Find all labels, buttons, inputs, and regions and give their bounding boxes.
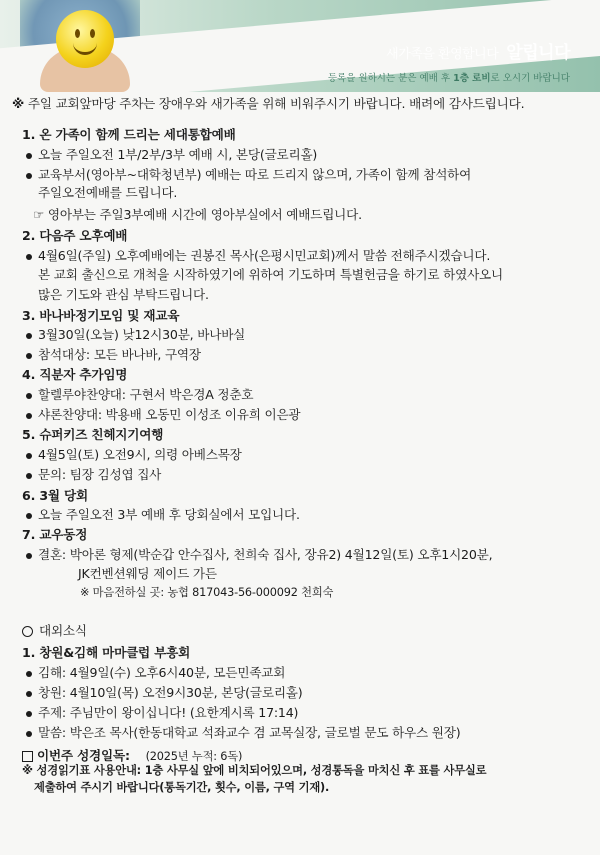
smiley-icon <box>56 10 114 68</box>
list-item: 오늘 주일오전 1부/2부/3부 예배 시, 본당(글로리홀) <box>26 144 317 163</box>
subnote-pre: 등록을 원하시는 분은 예배 후 <box>327 73 454 84</box>
list-item-cont: 주일오전예배를 드립니다. <box>38 185 178 200</box>
list-item: 3월30일(오늘) 낮12시30분, 바나바실 <box>26 324 245 343</box>
section-1-title: 1. 온 가족이 함께 드리는 세대통합예배 <box>22 127 236 142</box>
list-item-cont: 본 교회 출신으로 개척을 시작하였기에 위하여 기도하며 특별헌금을 하기로 하였사오니 <box>38 267 503 282</box>
list-item-cont: 많은 기도와 관심 부탁드립니다. <box>38 287 209 302</box>
subnote-post: 로 오시기 바랍니다 <box>490 73 570 84</box>
list-item-cont: JK컨벤션웨딩 제이드 가든 <box>78 566 217 581</box>
section-5-title: 5. 슈퍼키즈 친헤지기여행 <box>22 427 164 442</box>
external-news-label: 대외소식 <box>22 620 87 639</box>
section-7-title: 7. 교우동정 <box>22 527 88 542</box>
list-item: 참석대상: 모든 바나바, 구역장 <box>26 344 201 363</box>
list-item: 4월5일(토) 오전9시, 의령 아베스목장 <box>26 444 242 463</box>
header-banner <box>0 0 600 92</box>
list-item: 할렐루야찬양대: 구현서 박은경A 정춘호 <box>26 384 253 403</box>
page-title: 알립니다 <box>506 43 570 63</box>
bible-note-2: 제출하여 주시기 바랍니다(통독기간, 횟수, 이름, 구역 기재). <box>34 781 330 794</box>
list-item: 결혼: 박아론 형제(박순갑 안수집사, 천희숙 집사, 장유2) 4월12일(토) 오후1시20분, <box>26 544 492 563</box>
note-text: 주일 교회앞마당 주차는 장애우와 새가족을 위해 비워주시기 바랍니다. 배려에 감사드립니다. <box>27 96 525 111</box>
list-item: 샤론찬양대: 박용배 오동민 이성조 이유희 이은광 <box>26 404 300 423</box>
bible-count: (2025년 누적: 6독) <box>145 750 243 763</box>
list-item-note: ☞ 영아부는 주일3부예배 시간에 영아부실에서 예배드립니다. <box>33 207 362 222</box>
bible-label: 이번주 성경일독: <box>37 748 130 763</box>
note-mark: ※ <box>12 96 25 111</box>
list-item: 주제: 주님만이 왕이십니다! (요한계시록 17:14) <box>26 702 298 721</box>
section-6-title: 6. 3월 당회 <box>22 488 88 503</box>
list-item: 말씀: 박은조 목사(한동대학교 석좌교수 겸 교목실장, 글로벌 문도 하우스 원장) <box>26 722 460 741</box>
subnote-bold: 1층 로비 <box>453 73 491 84</box>
list-item: 김해: 4월9일(수) 오후6시40분, 모든민족교회 <box>26 662 285 681</box>
list-item-note: ※ 마음전하실 곳: 농협 817043-56-000092 천희숙 <box>80 586 334 599</box>
circle-icon <box>22 626 33 637</box>
header-welcome <box>386 38 570 63</box>
header-subnote <box>328 70 570 84</box>
bible-note-1: ※ 성경읽기표 사용안내: 1층 사무실 앞에 비치되어있으며, 성경통독을 마치신 후 표를 사무실로 <box>22 764 487 777</box>
welcome-text: 새가족을 환영합니다 <box>386 47 499 62</box>
list-item: 오늘 주일오전 3부 예배 후 당회실에서 모입니다. <box>26 504 300 523</box>
top-note <box>12 93 524 112</box>
list-item: 창원: 4월10일(목) 오전9시30분, 본당(글로리홀) <box>26 682 302 701</box>
list-item: 교육부서(영아부~대학청년부) 예배는 따로 드리지 않으며, 가족이 함께 참석하여 <box>26 164 471 183</box>
section-4-title: 4. 직분자 추가임명 <box>22 367 128 382</box>
section-2-title: 2. 다음주 오후예배 <box>22 228 128 243</box>
checkbox-square-icon <box>22 751 33 762</box>
external-title: 1. 창원&김해 마마클럽 부흥회 <box>22 645 191 660</box>
list-item: 4월6일(주일) 오후예배에는 권봉진 목사(은평시민교회)께서 말씀 전해주시겠습니다. <box>26 245 490 264</box>
section-3-title: 3. 바나바정기모임 및 재교육 <box>22 308 180 323</box>
list-item: 문의: 팀장 김성엽 집사 <box>26 464 161 483</box>
